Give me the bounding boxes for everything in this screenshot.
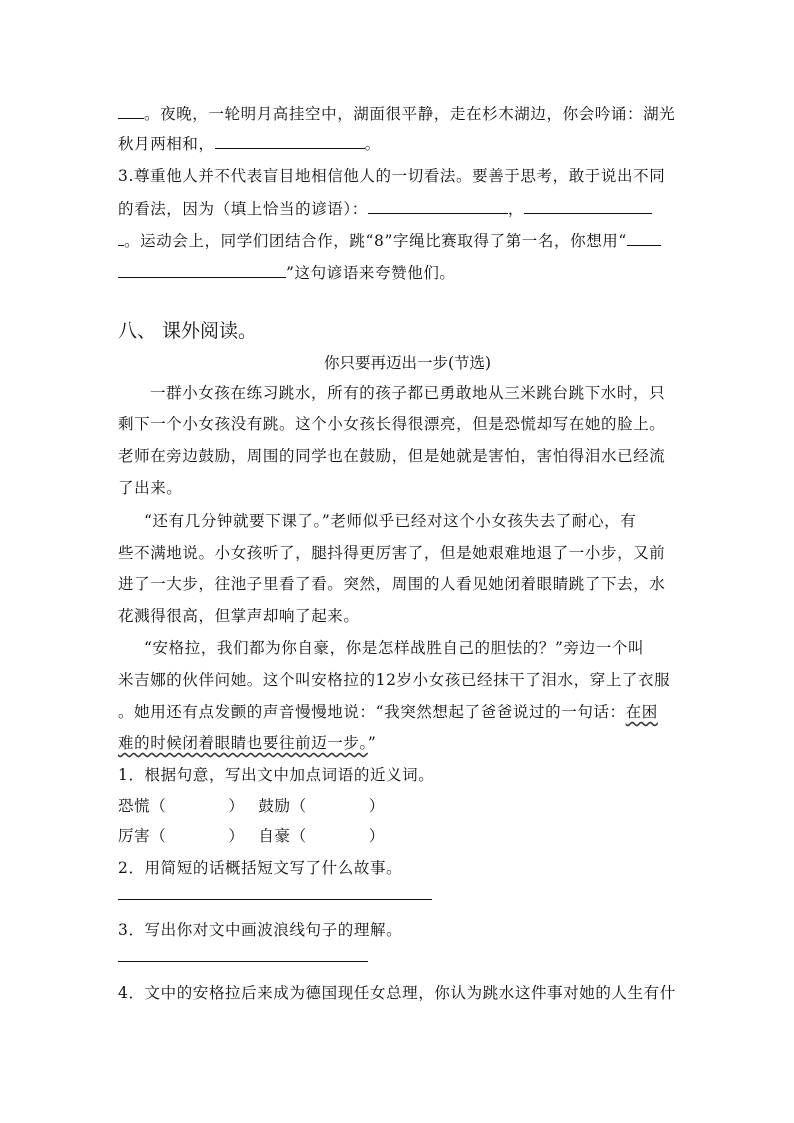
text: ） bbox=[368, 827, 385, 845]
synonym-row-2 bbox=[118, 824, 385, 846]
question-4: 4．文中的安格拉后来成为德国现任女总理，你认为跳水这件事对她的人生有什 bbox=[118, 984, 676, 1002]
text: 。夜晚，一轮明月高挂空中，湖面很平静，走在杉木湖边，你会吟诵：湖光 bbox=[144, 105, 676, 123]
text: ”这句谚语来夸赞他们。 bbox=[286, 264, 456, 282]
answer-blank[interactable] bbox=[118, 263, 286, 278]
text: ） bbox=[368, 797, 385, 815]
q7-line-4 bbox=[118, 197, 652, 219]
p1-line-3: 老师在旁边鼓励，周围的同学也在鼓励，但是她就是害怕，害怕得泪水已经流 bbox=[118, 447, 666, 465]
p2-line-1: “还有几分钟就要下课了。”老师似乎已经对这个小女孩失去了耐心，有 bbox=[144, 512, 637, 530]
answer-blank[interactable] bbox=[118, 104, 144, 119]
q7-line-3 bbox=[118, 164, 665, 186]
answer-line[interactable] bbox=[118, 961, 368, 962]
p2-line-4: 花溅得很高，但掌声却响了起来。 bbox=[118, 607, 360, 625]
question-3: 3．写出你对文中画波浪线句子的理解。 bbox=[118, 921, 403, 939]
p3-line-1: “安格拉，我们都为你自豪，你是怎样战胜自己的胆怯的？”旁边一个叫 bbox=[144, 639, 645, 657]
q7-line-2 bbox=[118, 132, 381, 154]
text: ） bbox=[228, 797, 245, 815]
p3-line-2: 米吉娜的伙伴问她。这个叫安格拉的12岁小女孩已经抹干了泪水，穿上了衣服 bbox=[118, 671, 671, 689]
wavy-sentence: 难的时候闭着眼睛也要往前迈一步。 bbox=[118, 734, 368, 752]
synonym-row-1 bbox=[118, 794, 385, 816]
text: 。她用还有点发颤的声音慢慢地说：“我突然想起了爸爸说过的一句话： bbox=[118, 703, 626, 721]
text: 3.尊重他人并不代表盲目地相信他人的一切看法。要善于思考，敢于说出不同 bbox=[118, 167, 666, 185]
text: 。运动会上，同学们团结合作，跳“8”字绳比赛取得了第一名，你想用“ bbox=[124, 232, 627, 250]
p1-line-2: 剩下一个小女孩没有跳。这个小女孩长得很漂亮，但是恐慌却写在她的脸上。 bbox=[118, 415, 666, 433]
text: 秋月两相和， bbox=[118, 135, 215, 153]
text: ） bbox=[228, 827, 245, 845]
word-label: 鼓励（ bbox=[258, 797, 307, 815]
question-1: 1．根据句意，写出文中加点词语的近义词。 bbox=[118, 766, 435, 784]
answer-blank[interactable] bbox=[524, 199, 652, 214]
wavy-sentence: 在困 bbox=[625, 703, 658, 721]
p2-line-3: 进了一大步，往池子里看了看。突然，周围的人看见她闭着眼睛跳了下去，水 bbox=[118, 575, 666, 593]
word-label: 厉害（ bbox=[118, 827, 167, 845]
answer-blank[interactable] bbox=[368, 199, 508, 214]
answer-blank[interactable] bbox=[627, 231, 661, 246]
text: ， bbox=[507, 200, 524, 218]
answer-blank[interactable] bbox=[215, 134, 365, 149]
q7-line-1 bbox=[118, 102, 675, 124]
text: ” bbox=[367, 734, 377, 752]
word-label: 自豪（ bbox=[258, 827, 307, 845]
question-2: 2．用简短的话概括短文写了什么故事。 bbox=[118, 859, 403, 877]
text: 。 bbox=[364, 135, 381, 153]
answer-line[interactable] bbox=[118, 899, 432, 900]
section-heading: 八、 课外阅读。 bbox=[118, 320, 258, 342]
p2-line-2: 些不满地说。小女孩听了，腿抖得更厉害了，但是她艰难地退了一小步，又前 bbox=[118, 544, 666, 562]
passage-title: 你只要再迈出一步(节选) bbox=[324, 354, 492, 372]
p1-line-4: 了出来。 bbox=[118, 479, 183, 497]
q7-line-6 bbox=[118, 261, 456, 283]
p1-line-1: 一群小女孩在练习跳水，所有的孩子都已勇敢地从三米跳台跳下水时，只 bbox=[150, 384, 666, 402]
p3-line-3 bbox=[118, 700, 658, 722]
text: 的看法，因为（填上恰当的谚语）： bbox=[118, 200, 368, 218]
q7-line-5 bbox=[118, 229, 661, 251]
p3-line-4 bbox=[118, 731, 376, 753]
word-label: 恐慌（ bbox=[118, 797, 167, 815]
